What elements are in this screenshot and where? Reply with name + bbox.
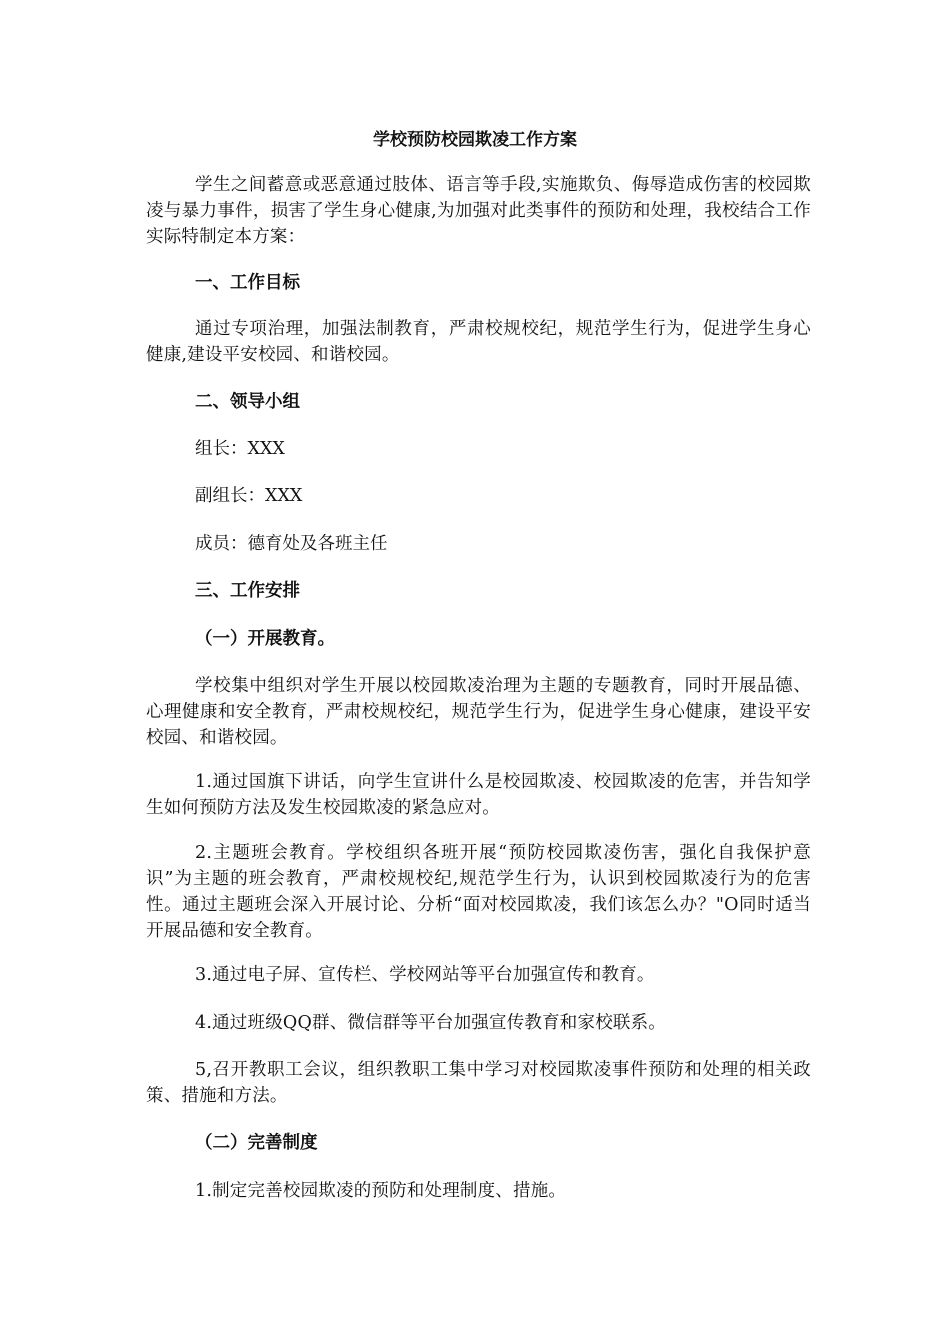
section-heading-goals: 一、工作目标 (195, 273, 300, 293)
document-title: 学校预防校园欺凌工作方案 (373, 130, 577, 150)
list-item: 1.通过国旗下讲话，向学生宣讲什么是校园欺凌、校园欺凌的危害，并告知学生如何预防方法及发生校园欺凌的紧急应对。 (146, 772, 811, 818)
list-item: 1.制定完善校园欺凌的预防和处理制度、措施。 (195, 1181, 567, 1201)
subsection-heading-education: （一）开展教育。 (195, 629, 335, 649)
members-line: 成员：德育处及各班主任 (195, 534, 388, 554)
list-item: 3.通过电子屏、宣传栏、学校网站等平台加强宣传和教育。 (195, 965, 655, 985)
list-item: 4.通过班级QQ群、微信群等平台加强宣传教育和家校联系。 (195, 1013, 666, 1033)
list-item: 2.主题班会教育。学校组织各班开展“预防校园欺凌伤害，强化自我保护意识”为主题的班会教育，严肃校规校纪,规范学生行为，认识到校园欺凌行为的危害性。通过主题班会深入开展讨论、分析“面对校园欺凌，我们该怎么办？"O同时适当开展品德和安全教育。 (146, 843, 811, 941)
goals-paragraph: 通过专项治理，加强法制教育，严肃校规校纪，规范学生行为，促进学生身心健康,建设平安校园、和谐校园。 (146, 319, 811, 365)
leader-line: 组长：XXX (195, 439, 285, 459)
subsection-heading-system: （二）完善制度 (195, 1133, 318, 1153)
section-heading-leadership: 二、领导小组 (195, 392, 300, 412)
intro-paragraph: 学生之间蓄意或恶意通过肢体、语言等手段,实施欺负、侮辱造成伤害的校园欺凌与暴力事件，损害了学生身心健康,为加强对此类事件的预防和处理，我校结合工作实际特制定本方案： (146, 175, 811, 247)
education-paragraph: 学校集中组织对学生开展以校园欺凌治理为主题的专题教育，同时开展品德、心理健康和安全教育，严肃校规校纪，规范学生行为，促进学生身心健康，建设平安校园、和谐校园。 (146, 676, 811, 748)
section-heading-arrangements: 三、工作安排 (195, 581, 300, 601)
list-item: 5,召开教职工会议，组织教职工集中学习对校园欺凌事件预防和处理的相关政策、措施和方法。 (146, 1060, 811, 1106)
deputy-leader-line: 副组长：XXX (195, 486, 303, 506)
